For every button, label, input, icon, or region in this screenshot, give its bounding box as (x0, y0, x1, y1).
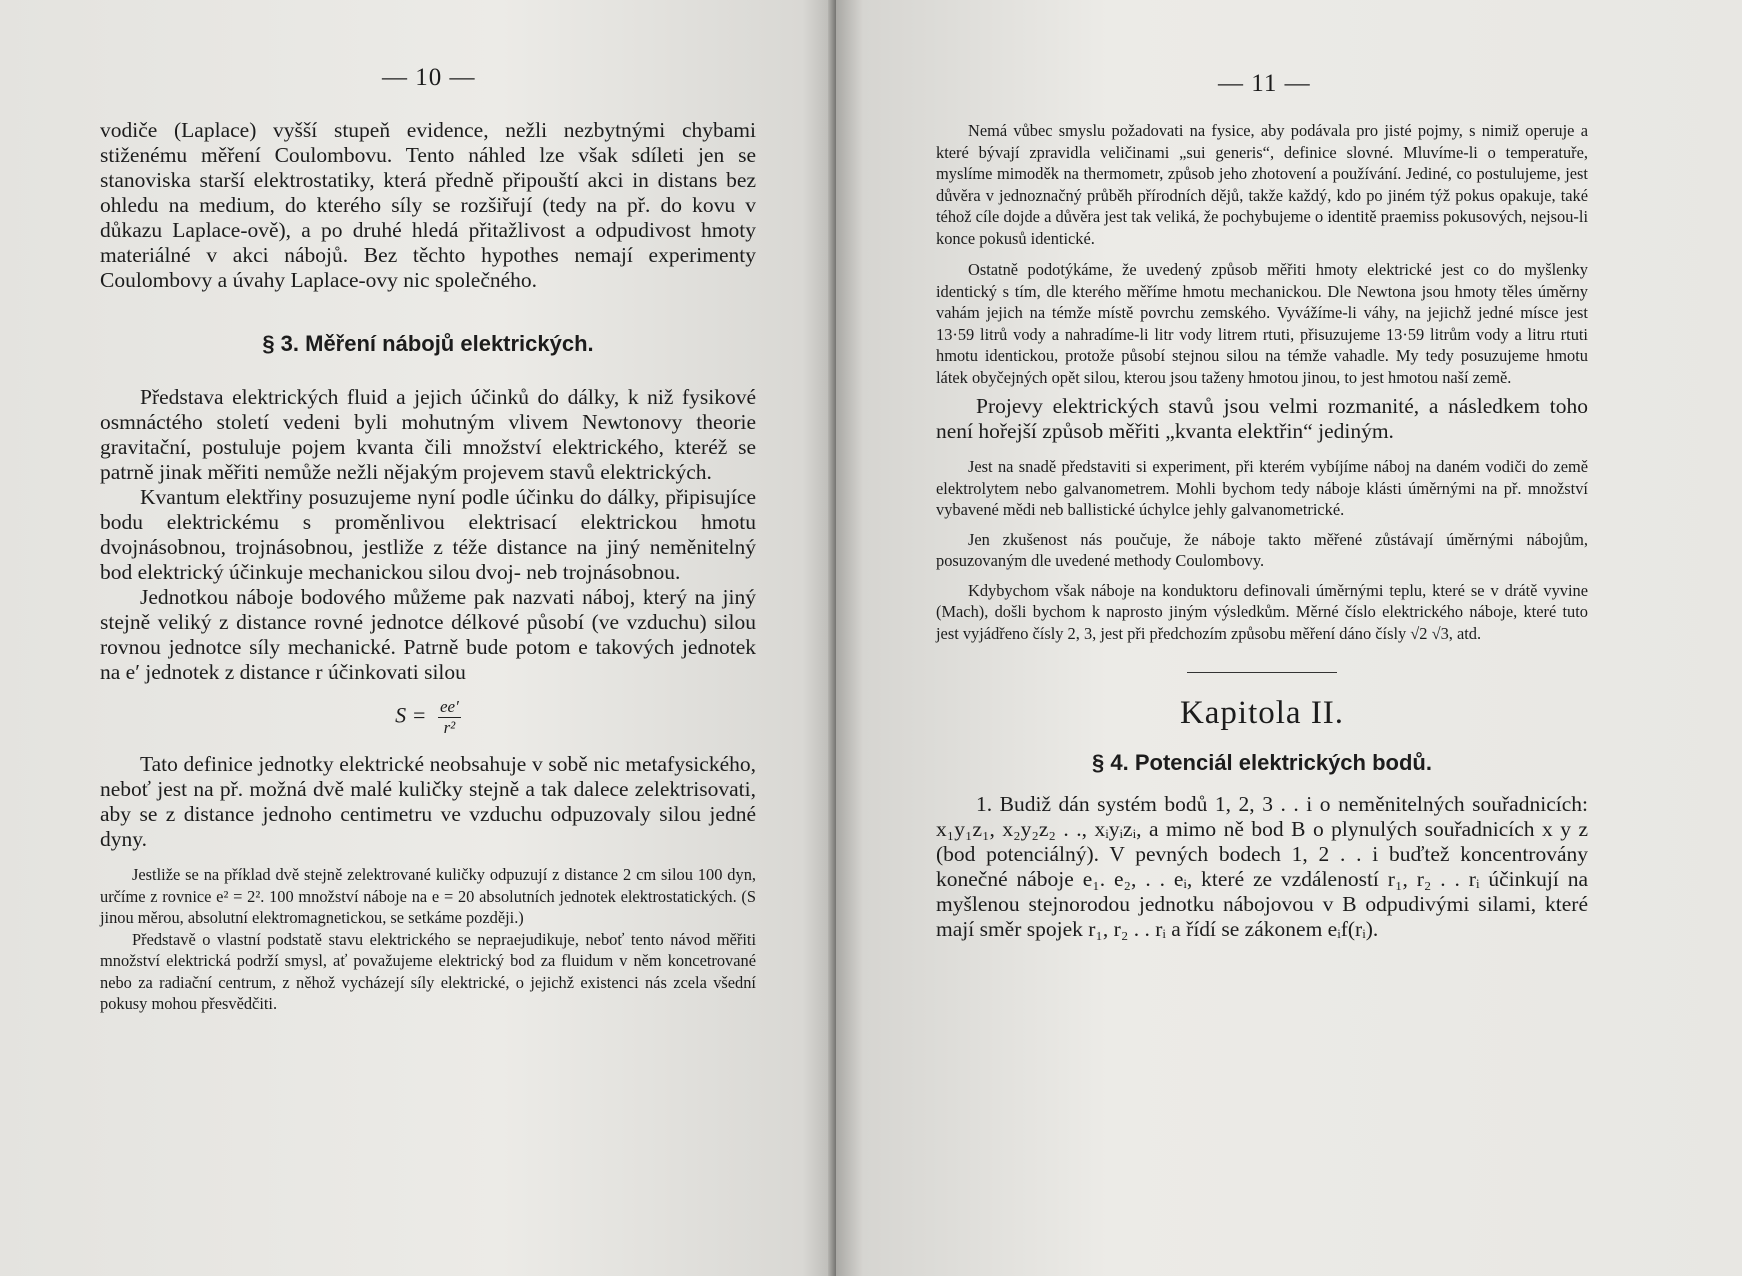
note-paragraph: Nemá vůbec smyslu požadovati na fysice, aby podávala pro jisté pojmy, s nimiž operuje a které bývají zpravidla veličinami „sui generis“, definice slovné. Mluvíme-li o temperatuře, myslíme mimoděk na thermometr, způsob jeho zhotovení a používání. Jediné, co postulujeme, jest důvěra v jednoznačný průběh přírodních dějů, takže každý, kdo po jiném týž pokus opakuje, také téhož cíle dojde a důvěra jest tak veliká, že pochybujeme o identitě praemiss pokusových, nejsou-li konce pokusů identické. (936, 121, 1588, 248)
note-paragraph: Kdybychom však náboje na konduktoru definovali úměrnými teplu, které se v drátě vyvine (Mach), došli bychom k naprosto jiným výsledkům. Měrné číslo elektrického náboje, které tuto jest vyjádřeno čísly 2, 3, jest při předchozím způsobu měření dáno čísly √2 √3, atd. (936, 580, 1588, 643)
formula-numerator: ee′ (440, 697, 459, 716)
paragraph: Kvantum elektřiny posuzujeme nyní podle účinku do dálky, připisujíce bodu elektrickému s proměnlivou elektrisací elektrickou hmotu dvojnásobnou, trojnásobnou, jestliže z téže distance na jiný neměnitelný bod elektrický účinkuje mechanickou silou dvoj- neb trojnásobnou. (100, 485, 756, 584)
right-text-column (936, 120, 1588, 942)
section-heading: § 4. Potenciál elektrických bodů. (1092, 750, 1432, 775)
paragraph: Jednotkou náboje bodového můžeme pak nazvati náboj, který na jiný stejně veliký z distance rovné jednotce délkové působí (ve vzduchu) silou rovnou jednotce síly mechanické. Patrně bude potom e takových jednotek na e′ jednotek z distance r účinkovati silou (100, 585, 756, 684)
paragraph: 1. Budiž dán systém bodů 1, 2, 3 . . i o neměnitelných souřadnicích: x₁y₁z₁, x₂y₂z₂ . ., xᵢyᵢzᵢ, a mimo ně bod B o plynulých souřadnicích x y z (bod potenciálný). V pevných bodech 1, 2 . . i buďtež koncentrovány konečné náboje e₁. e₂, . . eᵢ, které ze vzdáleností r₁, r₂ . . rᵢ účinkují na myšlenou stejnorodou jednotku nábojovou v B odpudivými silami, které mají směr spojek r₁, r₂ . . rᵢ a řídí se zákonem eᵢf(rᵢ). (936, 792, 1588, 941)
note-paragraph: Ostatně podotýkáme, že uvedený způsob měřiti hmoty elektrické jest co do myšlenky identický s tím, dle kterého měříme hmotu mechanickou. Dle Newtona jsou hmoty těles úměrny vahám jejich na témže místě povrchu zemského. Vyvážíme-li váhy, na jejichž jedné mísce jest 13·59 litrů vody a nahradíme-li litr vody litrem rtuti, přisuzujeme 13·59 litrům vody a litru rtuti hmotu identickou, protože působí stejnou silou na témže vahadle. My tedy posuzujeme hmotu látek obyčejných opět silou, kterou jsou taženy hmotou jinou, to jest hmotou naší země. (936, 260, 1588, 387)
note-paragraph: Jestliže se na příklad dvě stejně zelektrované kuličky odpuzují z distance 2 cm silou 100 dyn, určíme z rovnice e² = 2². 100 množství náboje na e = 20 absolutních jednotek elektrostatických. (S jinou měrou, absolutní elektromagnetickou, se setkáme později.) (100, 865, 756, 927)
right-page (836, 0, 1742, 1276)
page-number: — 10 — (382, 64, 476, 91)
page-number: — 11 — (1218, 70, 1311, 97)
formula (100, 697, 756, 738)
formula-denominator: r² (443, 718, 456, 737)
note-paragraph: Jest na snadě představiti si experiment, při kterém vybíjíme náboj na daném vodiči do země elektrolytem nebo galvanometrem. Mohli bychom tedy náboje klásti úměrnými na př. množství vybavené mědi neb ballistické úchylce jehly galvanometrické. (936, 457, 1588, 519)
paragraph: Tato definice jednotky elektrické neobsahuje v sobě nic metafysického, neboť jest na př. možná dvě malé kuličky stejně a tak dalece zelektrisovati, aby se z distance jednoho centimetru ve vzduchu odpuzovaly silou jedné dyny. (100, 752, 756, 851)
section-heading: § 3. Měření nábojů elektrických. (262, 331, 594, 356)
chapter-title: Kapitola II. (1179, 695, 1345, 731)
paragraph: Projevy elektrických stavů jsou velmi rozmanité, a následkem toho není hořejší způsob měřiti „kvanta elektřin“ jediným. (936, 394, 1588, 443)
note-paragraph: Představě o vlastní podstatě stavu elektrického se nepraejudikuje, neboť tento návod měřiti množství elektrická podrží smysl, ať považujeme elektrický bod za fluidum v něm koncetrované nebo za radiační centrum, z něhož vycházejí síly elektrické, o jejichž existenci nás zcela všední pokusy mohou přesvědčiti. (100, 929, 756, 1013)
left-page (0, 0, 836, 1276)
left-text-column (100, 118, 756, 1015)
paragraph: vodiče (Laplace) vyšší stupeň evidence, nežli nezbytnými chybami stiženému měření Coulombovu. Tento náhled lze však sdíleti jen se stanoviska starší elektrostatiky, která předně připouští akci in distans bez ohledu na medium, do kterého síly se rozšiřují (tedy na př. do kovu v důkazu Laplace-ově), a po druhé hledá přitažlivost a odpudivost hmoty materiálné v akci nábojů. Bez těchto hypothes nemají experimenty Coulombovy a úvahy Laplace-ovy nic společného. (100, 118, 756, 292)
formula-lhs: S = (395, 702, 427, 728)
paragraph: Představa elektrických fluid a jejich účinků do dálky, k niž fysikové osmnáctého století vedeni byli mohutným vlivem Newtonovy theorie gravitační, postuluje pojem kvanta čili množství elektrického, kteréž se patrně jinak měřiti nemůže nežli nějakým projevem stavů elektrických. (100, 385, 756, 484)
note-paragraph: Jen zkušenost nás poučuje, že náboje takto měřené zůstávají úměrnými nábojům, posuzovaným dle uvedené methody Coulombovy. (936, 529, 1588, 570)
